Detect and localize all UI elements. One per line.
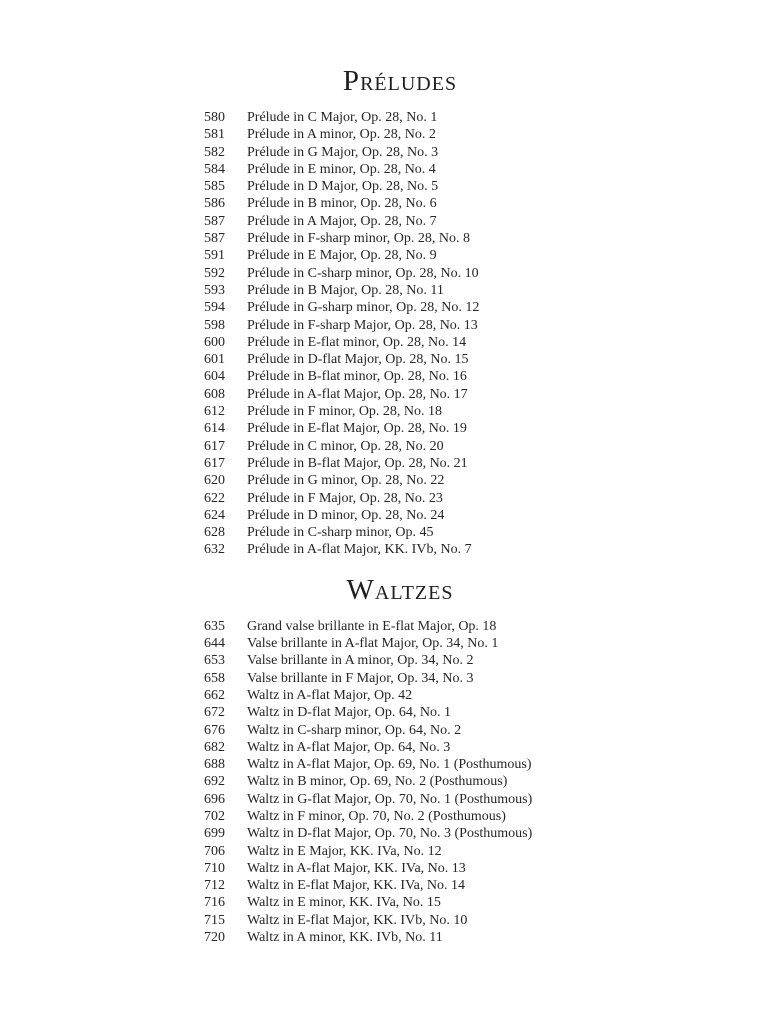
entry-title: Waltz in G-flat Major, Op. 70, No. 1 (Posthumous) — [247, 791, 533, 807]
toc-row — [204, 791, 596, 808]
entry-title: Prélude in G-sharp minor, Op. 28, No. 12 — [247, 300, 480, 316]
entry-title: Waltz in A-flat Major, Op. 42 — [247, 687, 413, 703]
toc-row — [204, 265, 596, 282]
entry-title: Prélude in G minor, Op. 28, No. 22 — [247, 473, 445, 489]
page-number: 632 — [204, 542, 225, 558]
toc-row — [204, 213, 596, 230]
toc-row — [204, 860, 596, 877]
page-number: 612 — [204, 404, 225, 420]
page-number: 715 — [204, 912, 225, 928]
toc-row — [204, 109, 596, 126]
page-number: 586 — [204, 196, 225, 212]
page-number: 653 — [204, 653, 225, 669]
toc-row — [204, 687, 596, 704]
page-number: 608 — [204, 386, 225, 402]
toc-section — [204, 573, 596, 947]
entry-title: Valse brillante in A minor, Op. 34, No. 2 — [247, 653, 474, 669]
entry-title: Prélude in D-flat Major, Op. 28, No. 15 — [247, 352, 469, 368]
page-number: 658 — [204, 670, 225, 686]
toc-row — [204, 704, 596, 721]
entry-title: Prélude in B-flat Major, Op. 28, No. 21 — [247, 455, 468, 471]
page-number: 587 — [204, 213, 225, 229]
entry-title: Prélude in B minor, Op. 28, No. 6 — [247, 196, 437, 212]
toc-row — [204, 929, 596, 946]
toc-row — [204, 808, 596, 825]
toc-row — [204, 126, 596, 143]
page-number: 662 — [204, 687, 225, 703]
page-number: 585 — [204, 179, 225, 195]
toc-section — [204, 64, 596, 559]
page-number: 620 — [204, 473, 225, 489]
entry-title: Waltz in A minor, KK. IVb, No. 11 — [247, 930, 443, 946]
toc-row — [204, 334, 596, 351]
toc-row — [204, 618, 596, 635]
page-number: 614 — [204, 421, 225, 437]
page-number: 584 — [204, 161, 225, 177]
entry-title: Prélude in B-flat minor, Op. 28, No. 16 — [247, 369, 467, 385]
toc-row — [204, 825, 596, 842]
toc-row — [204, 490, 596, 507]
toc-row — [204, 912, 596, 929]
page-number: 582 — [204, 144, 225, 160]
toc-row — [204, 455, 596, 472]
entry-title: Valse brillante in A-flat Major, Op. 34, No. 1 — [247, 636, 499, 652]
page-number: 594 — [204, 300, 225, 316]
entry-title: Prélude in E-flat Major, Op. 28, No. 19 — [247, 421, 467, 437]
page-number: 592 — [204, 265, 225, 281]
entry-title: Prélude in A-flat Major, KK. IVb, No. 7 — [247, 542, 472, 558]
toc-row — [204, 472, 596, 489]
entry-title: Waltz in A-flat Major, Op. 64, No. 3 — [247, 739, 451, 755]
toc-row — [204, 843, 596, 860]
page-number: 635 — [204, 618, 225, 634]
toc-row — [204, 368, 596, 385]
page-number: 682 — [204, 739, 225, 755]
toc-row — [204, 541, 596, 558]
toc-row — [204, 739, 596, 756]
page-number: 699 — [204, 826, 225, 842]
toc-row — [204, 230, 596, 247]
entry-title: Grand valse brillante in E-flat Major, Op. 18 — [247, 618, 497, 634]
entry-title: Prélude in C-sharp minor, Op. 28, No. 10 — [247, 265, 479, 281]
entry-title: Prélude in B Major, Op. 28, No. 11 — [247, 282, 444, 298]
page-number: 628 — [204, 525, 225, 541]
page-number: 702 — [204, 808, 225, 824]
toc-content — [204, 64, 596, 946]
entry-title: Prélude in F-sharp minor, Op. 28, No. 8 — [247, 231, 471, 247]
entry-title: Prélude in A Major, Op. 28, No. 7 — [247, 213, 437, 229]
entry-title: Waltz in E Major, KK. IVa, No. 12 — [247, 843, 442, 859]
toc-row — [204, 247, 596, 264]
section-title: WALTZES — [346, 573, 454, 606]
toc-row — [204, 894, 596, 911]
page-number: 710 — [204, 860, 225, 876]
page-number: 672 — [204, 705, 225, 721]
entry-title: Prélude in G Major, Op. 28, No. 3 — [247, 144, 439, 160]
page-number: 581 — [204, 127, 225, 143]
page-number: 601 — [204, 352, 225, 368]
page-number: 712 — [204, 878, 225, 894]
entry-title: Prélude in E minor, Op. 28, No. 4 — [247, 161, 436, 177]
page-number: 692 — [204, 774, 225, 790]
toc-row — [204, 773, 596, 790]
toc-row — [204, 652, 596, 669]
entry-title: Prélude in C minor, Op. 28, No. 20 — [247, 438, 444, 454]
entry-title: Waltz in F minor, Op. 70, No. 2 (Posthumous) — [247, 808, 506, 824]
section-title: PRÉLUDES — [342, 65, 458, 97]
toc-row — [204, 282, 596, 299]
entry-title: Prélude in F Major, Op. 28, No. 23 — [247, 490, 443, 506]
page-number: 720 — [204, 930, 225, 946]
toc-row — [204, 438, 596, 455]
entry-title: Prélude in E-flat minor, Op. 28, No. 14 — [247, 334, 467, 350]
entry-list — [204, 618, 596, 947]
page-number: 600 — [204, 334, 225, 350]
toc-row — [204, 635, 596, 652]
page-number: 624 — [204, 507, 225, 523]
entry-title: Waltz in C-sharp minor, Op. 64, No. 2 — [247, 722, 462, 738]
entry-title: Waltz in E-flat Major, KK. IVa, No. 14 — [247, 878, 465, 894]
entry-title: Prélude in A-flat Major, Op. 28, No. 17 — [247, 386, 468, 402]
page-number: 696 — [204, 791, 225, 807]
page-number: 617 — [204, 455, 225, 471]
page-number: 716 — [204, 895, 225, 911]
entry-title: Prélude in F-sharp Major, Op. 28, No. 13 — [247, 317, 478, 333]
entry-title: Valse brillante in F Major, Op. 34, No. 3 — [247, 670, 474, 686]
toc-row — [204, 403, 596, 420]
page-number: 706 — [204, 843, 225, 859]
toc-row — [204, 317, 596, 334]
toc-row — [204, 299, 596, 316]
entry-title: Prélude in C-sharp minor, Op. 45 — [247, 525, 434, 541]
toc-row — [204, 877, 596, 894]
toc-row — [204, 507, 596, 524]
entry-list — [204, 109, 596, 559]
toc-row — [204, 420, 596, 437]
toc-row — [204, 670, 596, 687]
toc-row — [204, 161, 596, 178]
entry-title: Prélude in E Major, Op. 28, No. 9 — [247, 248, 437, 264]
entry-title: Prélude in D Major, Op. 28, No. 5 — [247, 179, 439, 195]
entry-title: Prélude in F minor, Op. 28, No. 18 — [247, 404, 443, 420]
entry-title: Waltz in E-flat Major, KK. IVb, No. 10 — [247, 912, 468, 928]
entry-title: Prélude in C Major, Op. 28, No. 1 — [247, 110, 438, 125]
page-number: 593 — [204, 282, 225, 298]
entry-title: Waltz in E minor, KK. IVa, No. 15 — [247, 895, 441, 911]
page-number: 644 — [204, 636, 225, 652]
toc-row — [204, 351, 596, 368]
page-number: 688 — [204, 757, 225, 773]
entry-title: Waltz in B minor, Op. 69, No. 2 (Posthumous) — [247, 774, 508, 790]
toc-row — [204, 756, 596, 773]
page-number: 617 — [204, 438, 225, 454]
entry-title: Prélude in D minor, Op. 28, No. 24 — [247, 507, 445, 523]
page-number: 587 — [204, 231, 225, 247]
entry-title: Waltz in D-flat Major, Op. 64, No. 1 — [247, 705, 451, 721]
page-number: 591 — [204, 248, 225, 264]
page-number: 676 — [204, 722, 225, 738]
toc-row — [204, 144, 596, 161]
entry-title: Prélude in A minor, Op. 28, No. 2 — [247, 127, 436, 143]
toc-row — [204, 524, 596, 541]
toc-row — [204, 386, 596, 403]
entry-title: Waltz in D-flat Major, Op. 70, No. 3 (Posthumous) — [247, 826, 533, 842]
entry-title: Waltz in A-flat Major, Op. 69, No. 1 (Posthumous) — [247, 757, 532, 773]
page-number: 580 — [204, 110, 225, 125]
toc-row — [204, 178, 596, 195]
page-number: 622 — [204, 490, 225, 506]
page-number: 604 — [204, 369, 225, 385]
entry-title: Waltz in A-flat Major, KK. IVa, No. 13 — [247, 860, 466, 876]
toc-row — [204, 195, 596, 212]
toc-row — [204, 722, 596, 739]
page-number: 598 — [204, 317, 225, 333]
